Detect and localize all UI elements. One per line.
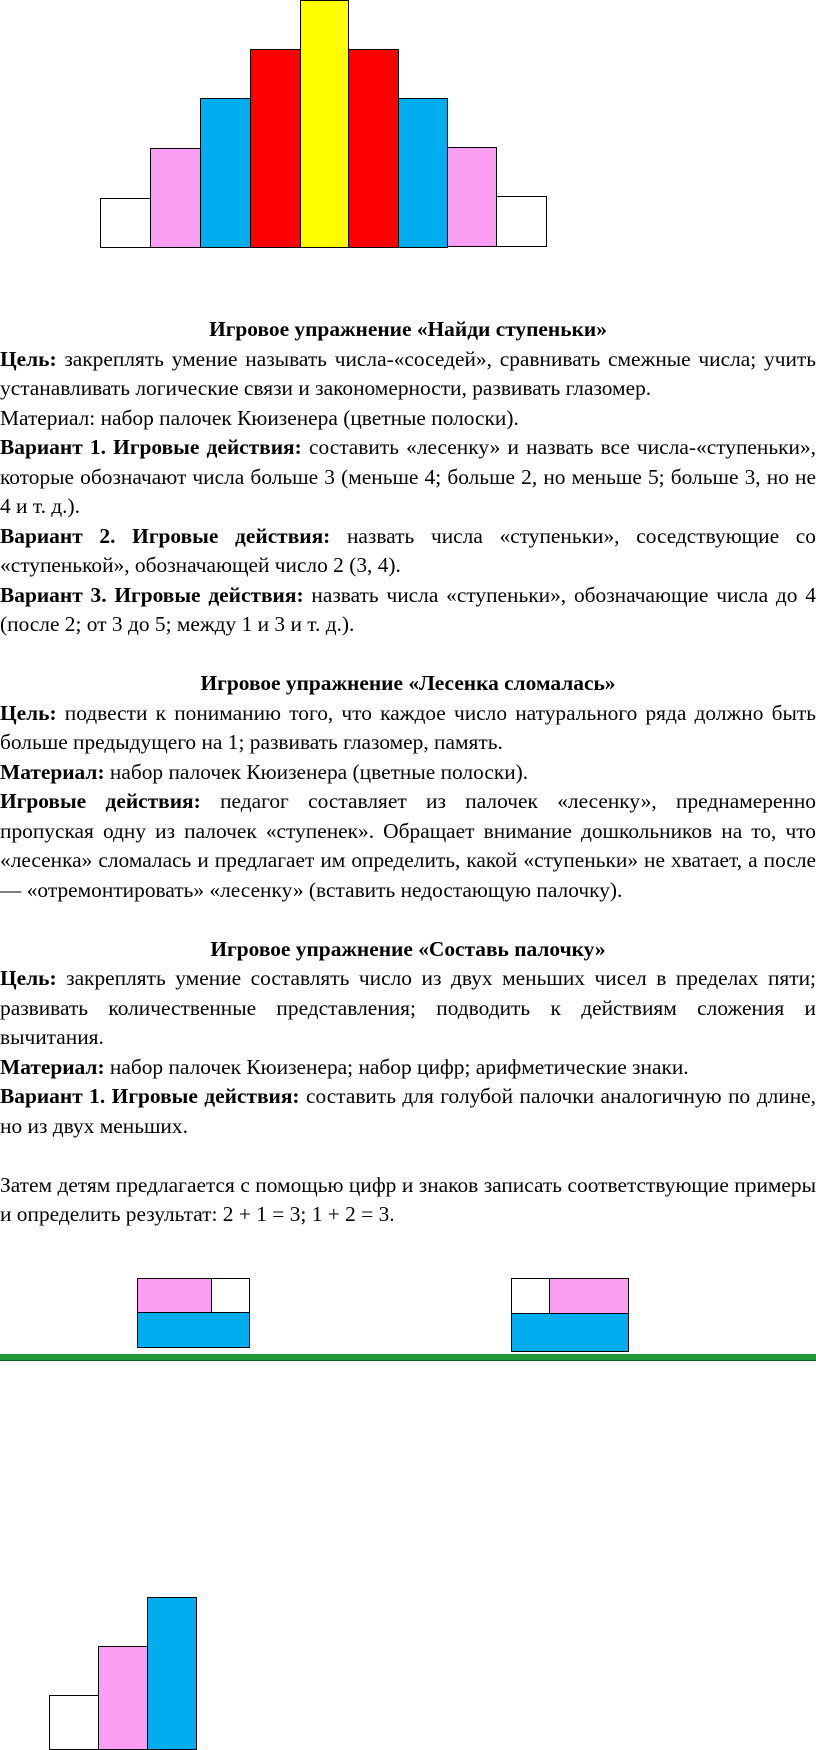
rod-5-yellow	[300, 0, 349, 248]
variant-text: назвать числа «ступеньки», соседствующие со «ступенькой», обозначающей число 2 (3, 4).	[0, 523, 816, 577]
document-body	[0, 315, 816, 1230]
rod-4-red-right	[348, 49, 399, 248]
rod-2-pink	[137, 1278, 213, 1314]
material-label: Материал:	[0, 759, 105, 784]
rod-3-blue-right	[398, 98, 448, 248]
section-1-variant-3	[0, 581, 816, 640]
rod-1-white-right	[496, 196, 547, 247]
rod-2-pink	[150, 148, 201, 248]
page-divider	[0, 1354, 816, 1361]
variant-text: назвать числа «ступеньки», обозначающие числа до 4 (после 2; от 3 до 5; между 1 и 3 и т. д.).	[0, 582, 816, 636]
material-text: набор палочек Кюизенера (цветные полоски).	[104, 759, 529, 784]
variant-label: Вариант 3. Игровые действия:	[0, 582, 304, 607]
rod-3-blue	[200, 98, 251, 248]
section-1-variant-1	[0, 433, 816, 522]
goal-text: подвести к пониманию того, что каждое число натурального ряда должно быть больше предыдущего на 1; развивать глазомер, память.	[0, 700, 816, 754]
rod-3-blue	[147, 1597, 197, 1750]
material-text: набор палочек Кюизенера; набор цифр; арифметические знаки.	[104, 1054, 689, 1079]
variant-text: составить «лесенку» и назвать все числа-«ступеньки», которые обозначают числа больше 3 (меньше 4; больше 2, но меньше 5; больше 3, но не 4 и т. д.).	[0, 435, 816, 518]
section-3-variant-1	[0, 1082, 816, 1141]
goal-label: Цель:	[0, 700, 57, 725]
goal-text: закреплять умение называть числа-«соседей», сравнивать смежные числа; учить устанавливать логические связи и закономерности, развивать глазомер.	[0, 346, 816, 400]
section-3-closing: Затем детям предлагается с помощью цифр и знаков записать соответствующие примеры и определить результат: 2 + 1 = 3; 1 + 2 = 3.	[0, 1172, 816, 1226]
spacer	[0, 905, 816, 935]
spacer	[0, 640, 816, 670]
rod-3-blue	[137, 1312, 250, 1348]
section-title-broken-ladder: Игровое упражнение «Лесенка сломалась»	[200, 671, 616, 695]
rod-1-white	[511, 1278, 551, 1315]
actions-text: педагог составляет из палочек «лесенку», преднамеренно пропуская одну из палочек «ступенек». Обращает внимание дошкольников на то, что «лесенка» сломалась и предлагает им определить, какой «ступеньки» не хватает, а после — «отремонтировать» «лесенку» (вставить недостающую палочку).	[0, 789, 816, 902]
section-3-material	[0, 1053, 816, 1083]
goal-text: закреплять умение составлять число из двух меньших чисел в пределах пяти; развивать количественные представления; подводить к действиям сложения и вычитания.	[0, 966, 816, 1049]
section-1-goal	[0, 345, 816, 404]
variant-text: составить для голубой палочки аналогичную по длине, но из двух меньших.	[0, 1084, 816, 1138]
rod-2-pink	[98, 1646, 148, 1750]
section-1-variant-2	[0, 522, 816, 581]
rod-1-white	[211, 1278, 250, 1314]
rod-4-red	[250, 49, 301, 248]
rod-2-pink-right	[447, 147, 497, 247]
rod-3-blue	[511, 1313, 629, 1352]
goal-label: Цель:	[0, 966, 57, 990]
variant-label: Вариант 1. Игровые действия:	[0, 435, 302, 459]
rod-2-pink	[549, 1278, 629, 1315]
rod-1-white	[100, 198, 151, 248]
actions-label: Игровые действия:	[0, 789, 201, 813]
variant-label: Вариант 1. Игровые действия:	[0, 1084, 300, 1108]
section-2-actions	[0, 787, 816, 905]
section-1-material: Материал: набор палочек Кюизенера (цветные полоски).	[0, 405, 519, 430]
variant-label: Вариант 2. Игровые действия:	[0, 523, 331, 548]
section-3-goal	[0, 964, 816, 1053]
spacer	[0, 1141, 816, 1171]
goal-label: Цель:	[0, 346, 57, 371]
section-title-compose-rod: Игровое упражнение «Составь палочку»	[210, 936, 606, 961]
section-title-find-steps: Игровое упражнение «Найди ступеньки»	[209, 317, 607, 341]
section-2-material	[0, 758, 816, 788]
rod-1-white	[49, 1695, 99, 1750]
section-2-goal	[0, 699, 816, 758]
material-label: Материал:	[0, 1054, 105, 1079]
